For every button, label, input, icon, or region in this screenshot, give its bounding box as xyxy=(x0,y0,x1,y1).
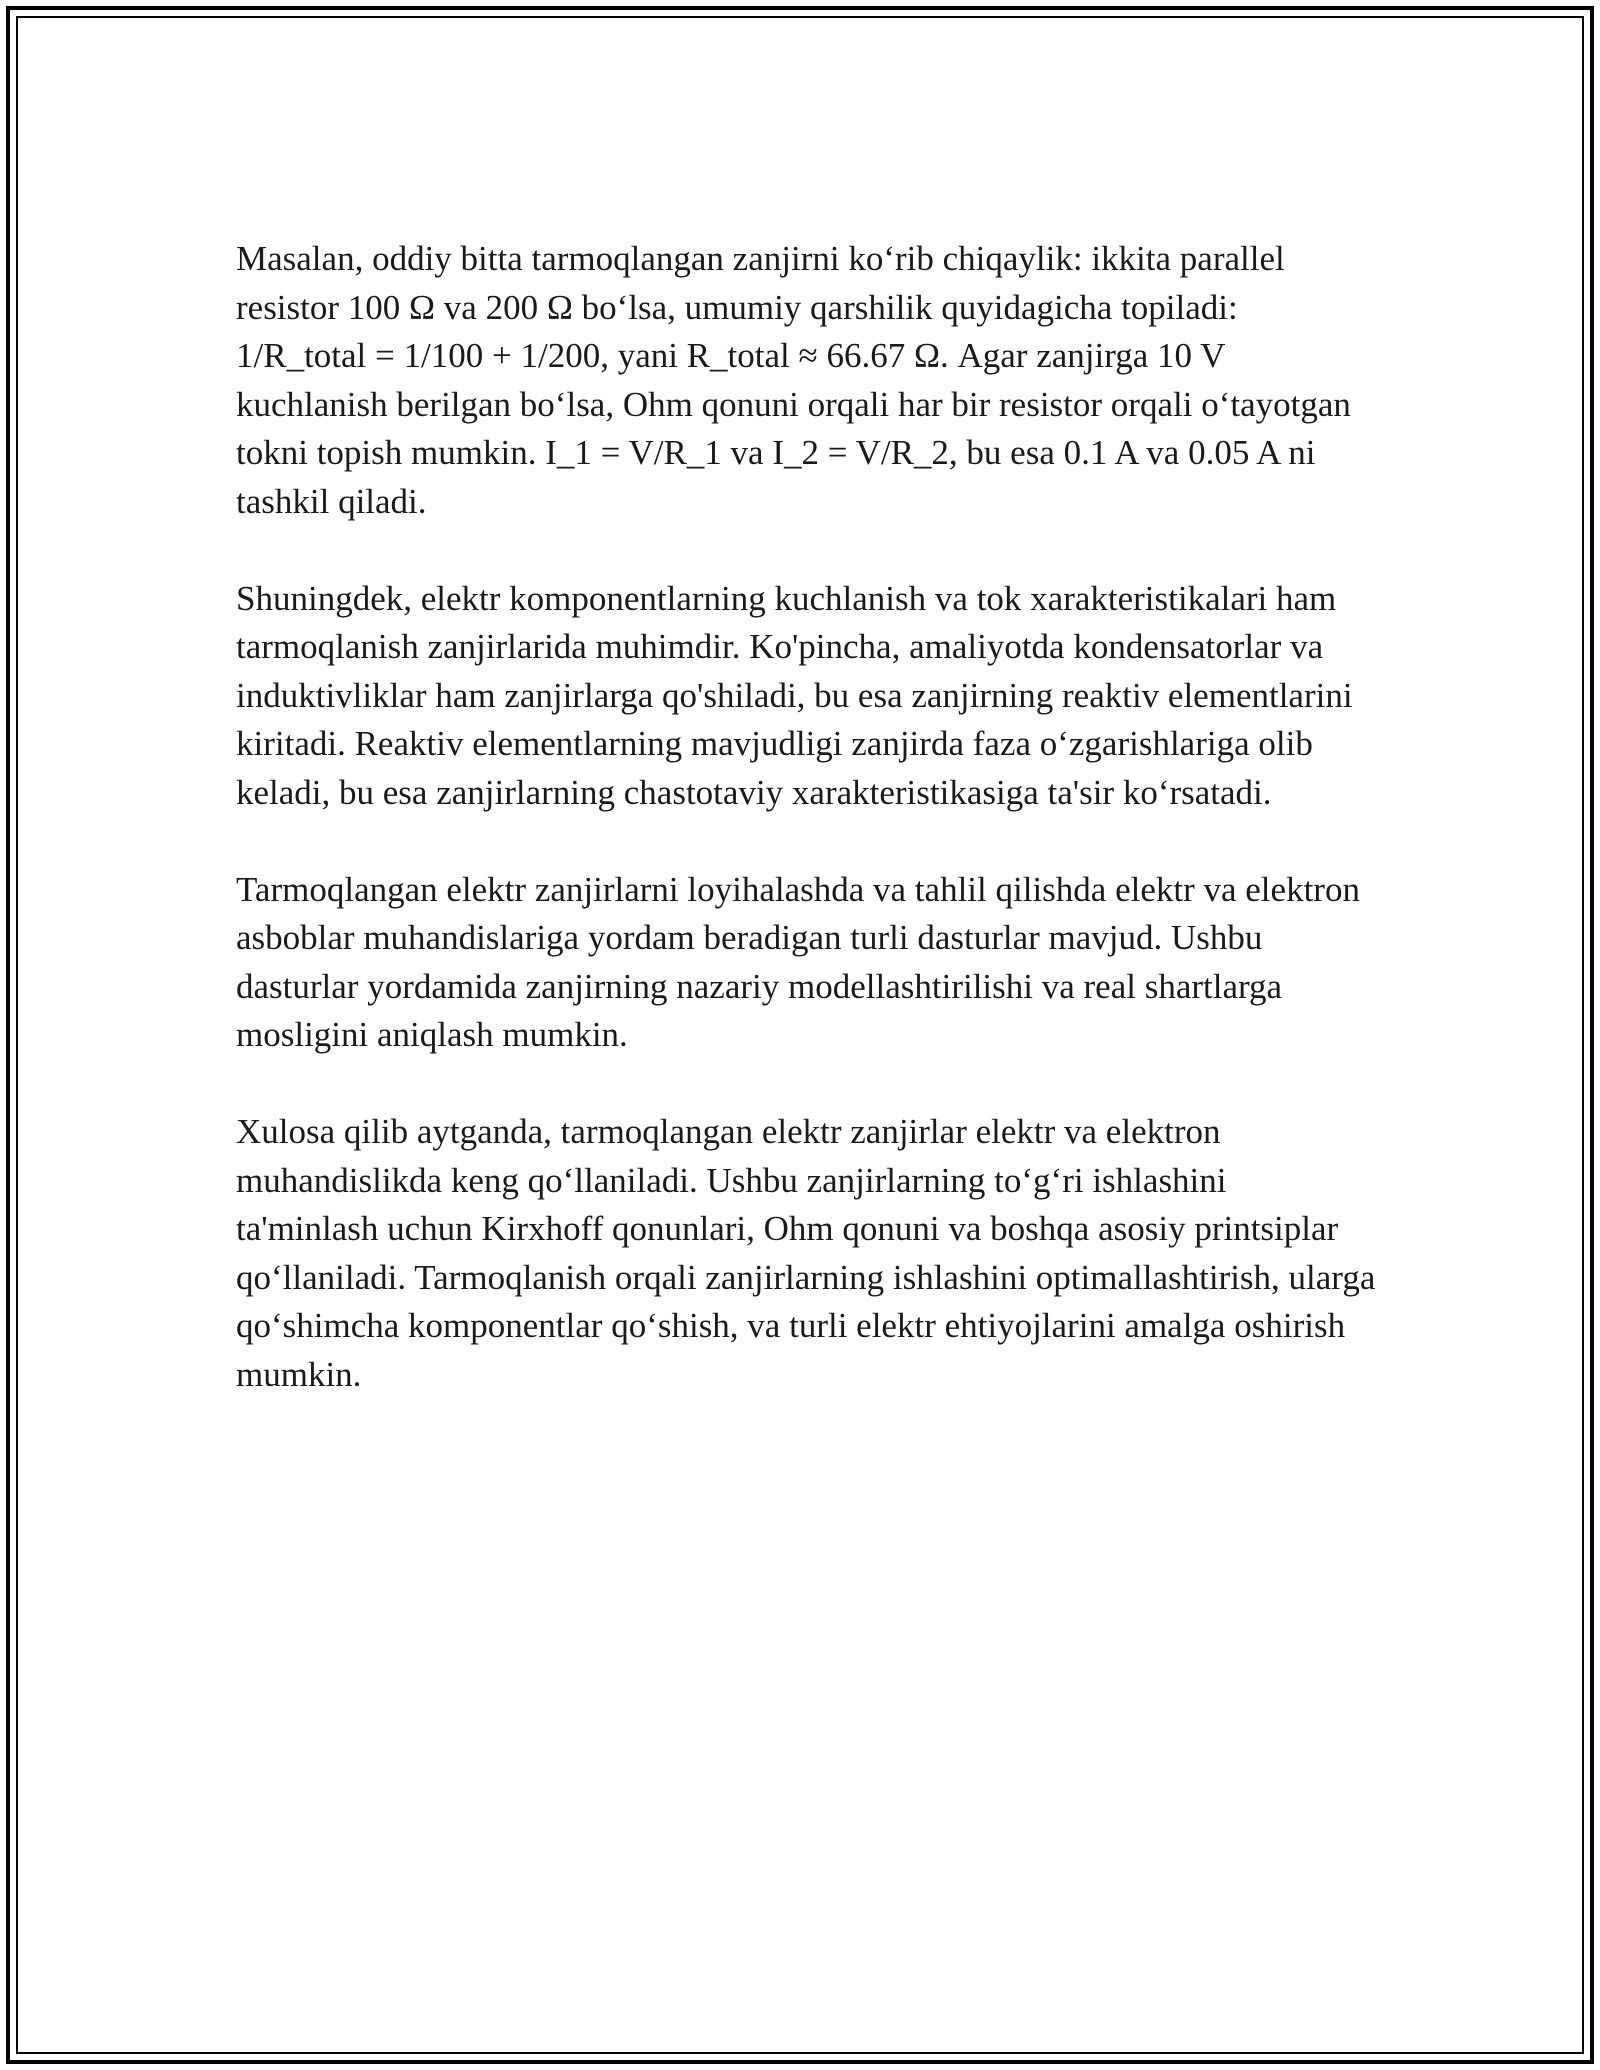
paragraph-design-software: Tarmoqlangan elektr zanjirlarni loyihalashda va tahlil qilishda elektr va elektron asboblar muhandislariga yordam beradigan turli dasturlar mavjud. Ushbu dasturlar yordamida zanjirning nazariy modellashtirilishi va real shartlarga mosligini aniqlash mumkin. xyxy=(236,869,1360,1054)
paragraph-reactive-elements: Shuningdek, elektr komponentlarning kuchlanish va tok xarakteristikalari ham tarmoqlanish zanjirlarida muhimdir. Ko'pincha, amaliyotda kondensatorlar va induktivliklar ham zanjirlarga qo'shiladi, bu esa zanjirning reaktiv elementlarini kiritadi. Reaktiv elementlarning mavjudligi zanjirda faza o‘zgarishlariga olib keladi, bu esa zanjirlarning chastotaviy xarakteristikasiga ta'sir ko‘rsatadi. xyxy=(236,578,1353,812)
paragraph-parallel-resistor-example: Masalan, oddiy bitta tarmoqlangan zanjirni ko‘rib chiqaylik: ikkita parallel resistor 100 Ω va 200 Ω bo‘lsa, umumiy qarshilik quyidagicha topiladi: 1/R_total = 1/100 + 1/200, yani R_total ≈ 66.67 Ω. Agar zanjirga 10 V kuchlanish berilgan bo‘lsa, Ohm qonuni orqali har bir resistor orqali o‘tayotgan tokni topish mumkin. I_1 = V/R_1 va I_2 = V/R_2, bu esa 0.1 A va 0.05 A ni tashkil qiladi. xyxy=(236,239,1351,521)
document-body xyxy=(236,235,1376,1448)
paragraph-conclusion: Xulosa qilib aytganda, tarmoqlangan elektr zanjirlar elektr va elektron muhandislikda keng qo‘llaniladi. Ushbu zanjirlarning to‘g‘ri ishlashini ta'minlash uchun Kirxhoff qonunlari, Ohm qonuni va boshqa asosiy printsiplar qo‘llaniladi. Tarmoqlanish orqali zanjirlarning ishlashini optimallashtirish, ularga qo‘shimcha komponentlar qo‘shish, va turli elektr ehtiyojlarini amalga oshirish mumkin. xyxy=(236,1112,1376,1394)
